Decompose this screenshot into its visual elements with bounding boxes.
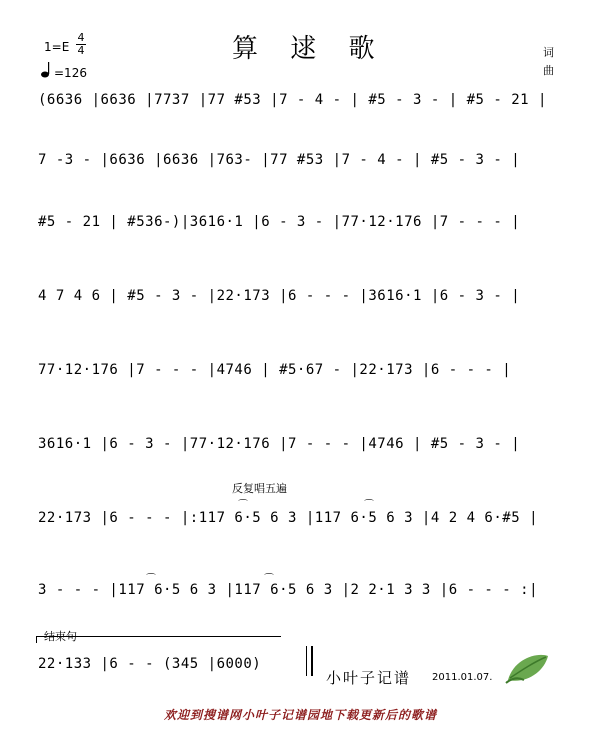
fermata-icon: ⌒ <box>264 574 274 585</box>
ending-line: 22·133 |6 - - (345 |6000) <box>38 656 262 672</box>
score-line-7: 22·173 |6 - - - |:117 6·5 6 3 |117 6·5 6 3 |4 2 4 6·#5 | <box>38 510 539 526</box>
score-line-4: 4 7 4 6 | #5 - 3 - |22·173 |6 - - - |3616·1 |6 - 3 - | <box>38 288 521 304</box>
score-line-5: 77·12·176 |7 - - - |4746 | #5·67 - |22·173 |6 - - - | <box>38 362 512 378</box>
score-line-2: 7 -3 - |6636 |6636 |763- |77 #53 |7 - 4 - | #5 - 3 - | <box>38 152 521 168</box>
fermata-icon: ⌒ <box>364 500 374 511</box>
score-line-3: #5 - 21 | #536-)|3616·1 |6 - 3 - |77·12·176 |7 - - - | <box>38 214 521 230</box>
score-line-1: (6636 |6636 |7737 |77 #53 |7 - 4 - | #5 - 3 - | #5 - 21 | <box>38 92 547 108</box>
scribe-date: 2011.01.07. <box>432 672 493 683</box>
time-signature <box>76 32 86 57</box>
final-barline <box>306 646 313 676</box>
song-title: 算 逑 歌 <box>232 34 387 64</box>
repeat-instruction: 反复唱五遍 <box>232 482 287 495</box>
ending-label: 结束句 <box>44 630 77 643</box>
score-line-8: 3 - - - |117 6·5 6 3 |117 6·5 6 3 |2 2·1 3 3 |6 - - - :| <box>38 582 539 598</box>
time-signature-bottom: 4 <box>77 44 85 57</box>
tempo-marking: =126 <box>54 66 87 80</box>
leaf-icon <box>504 650 552 686</box>
composer-label: 曲 <box>543 64 554 77</box>
scribe-name: 小叶子记谱 <box>326 669 412 687</box>
key-signature: 1=E <box>44 40 70 54</box>
time-signature-top: 4 <box>77 31 85 44</box>
lyricist-label: 词 <box>543 46 554 59</box>
score-line-6: 3616·1 |6 - 3 - |77·12·176 |7 - - - |4746 | #5 - 3 - | <box>38 436 521 452</box>
quarter-note-icon <box>40 62 54 78</box>
fermata-icon: ⌒ <box>146 574 156 585</box>
fermata-icon: ⌒ <box>238 500 248 511</box>
site-notice: 欢迎到搜谱网小叶子记谱园地下载更新后的歌谱 <box>163 708 437 722</box>
